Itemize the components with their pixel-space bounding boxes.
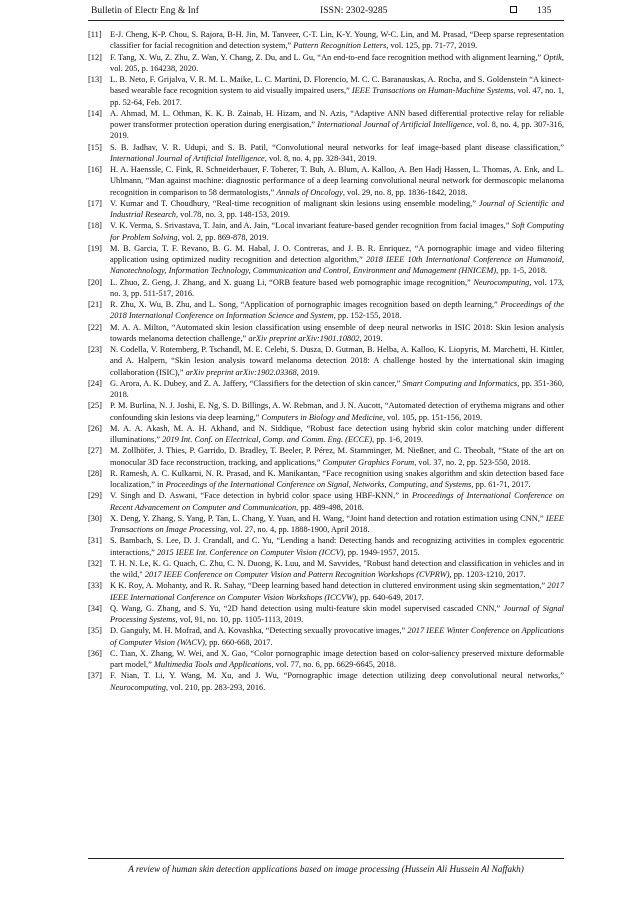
reference-details: , pp. 640-649, 2017.: [356, 592, 424, 602]
journal-name: Bulletin of Electr Eng & Inf: [91, 5, 199, 16]
reference-authors-title: F. Nian, T. Li, Y. Wang, M. Xu, and J. Wu, “Pornographic image detection utilizing deep convolutional neural networks,”: [110, 671, 564, 681]
issn: ISSN: 2302-9285: [320, 5, 388, 16]
reference-list: [88, 29, 564, 693]
reference-authors-title: N. Codella, V. Rotemberg, P. Tschandl, M. E. Celebi, S. Dusza, D. Gutman, B. Helba, A. Kalloo, K. Liopyris, M. Marchetti, H. Kittler, and A. Halpern, “Skin lesion analysis toward melanoma detection 2018: A challenge hosted by the international skin imaging collaboration (ISIC),”: [110, 345, 564, 377]
reference-details: , vol. 8, no. 4, pp. 307-316, 2019.: [110, 120, 564, 141]
reference-venue: IEEE Transactions on Image Processing: [110, 513, 564, 534]
reference-details: , vol. 37, no. 2, pp. 523-550, 2018.: [414, 457, 531, 467]
header-rule: [88, 20, 564, 21]
reference-details: , pp. 660-668, 2017.: [204, 637, 273, 647]
reference-details: , vol. 47, no. 1, pp. 52-64, Feb. 2017.: [110, 86, 564, 107]
reference-authors-title: M. A. A. Akash, M. A. H. Akhand, and N. Siddique, “Robust face detection using hybrid skin color matching under different illuminations,”: [110, 423, 564, 444]
reference-number: [35]: [88, 626, 102, 636]
reference-authors-title: V. K. Verma, S. Srivastava, T. Jain, and A. Jain, “Local invariant feature-based gender recognition from facial images,”: [110, 221, 512, 231]
reference-item: [88, 513, 564, 536]
reference-item: [88, 322, 564, 345]
reference-item: [88, 277, 564, 300]
reference-details: , pp. 61-71, 2017.: [471, 480, 531, 489]
reference-details: , pp. 489-498, 2018.: [296, 502, 364, 512]
reference-number: [20]: [88, 277, 102, 287]
reference-details: , 2019.: [296, 367, 320, 377]
reference-venue: arXiv preprint arXiv:1901.10802: [248, 333, 360, 343]
reference-authors-title: L. Zhuo, Z. Geng, J. Zhang, and X. guang Li, “ORB feature based web pornographic image recognition,”: [110, 277, 474, 287]
reference-authors-title: S. B. Jadhav, V. R. Udupi, and S. B. Patil, “Convolutional neural networks for leaf image-based plant disease classification,”: [110, 142, 564, 152]
reference-number: [26]: [88, 423, 102, 433]
reference-details: , pp. 1-5, 2018.: [496, 266, 548, 276]
reference-number: [17]: [88, 198, 102, 208]
reference-item: [88, 670, 564, 693]
reference-details: , vol. 29, no. 8, pp. 1836-1842, 2018.: [342, 187, 468, 197]
page-number: 135: [537, 5, 552, 16]
reference-authors-title: D. Ganguly, M. H. Mofrad, and A. Kovashka, “Detecting sexually provocative images,”: [110, 626, 408, 636]
reference-authors-title: V. Singh and D. Aswani, “Face detection in hybrid color space using HBF-KNN,” in: [110, 491, 412, 501]
reference-venue: Optik: [543, 52, 562, 62]
reference-authors-title: R. Zhu, X. Wu, B. Zhu, and L. Song, “Application of pornographic images recognition based on depth learning,”: [110, 300, 501, 309]
reference-item: [88, 74, 564, 108]
reference-venue: Neurocomputing: [473, 277, 530, 287]
reference-venue: Proceedings of the International Conference on Signal, Networks, Computing, and Systems: [165, 480, 472, 489]
reference-authors-title: T. H. N. Le, K. G. Quach, C. Zhu, C. N. Duong, K. Luu, and M. Savvides, "Robust hand detection and classification in vehicles and in the wild,": [110, 558, 564, 579]
reference-number: [32]: [88, 558, 102, 568]
reference-item: [88, 400, 564, 423]
reference-authors-title: G. Arora, A. K. Dubey, and Z. A. Jaffery, “Classifiers for the detection of skin cancer,”: [110, 378, 403, 388]
reference-authors-title: H. A. Haenssle, C. Fink, R. Schneiderbauer, F. Toberer, T. Buh, A. Blum, A. Kalloo, A. Ben Hadj Hassen, L. Thomas, A. Enk, and L. Uhlmann, “Man against machine: diagnostic performance of a deep learning convolutional neural network for dermoscopic melanoma recognition in comparison to 58 dermatologists,”: [110, 165, 564, 197]
footer-rule: [88, 858, 564, 859]
checkbox-glyph-icon: [510, 6, 517, 13]
reference-authors-title: M. A. A. Milton, “Automated skin lesion classification using ensemble of deep neural networks in ISIC 2018: Skin lesion analysis towards melanoma detection challenge,”: [110, 322, 564, 343]
reference-item: [88, 344, 564, 378]
reference-details: , 2019.: [359, 333, 383, 343]
reference-item: [88, 29, 564, 52]
reference-venue: Pattern Recognition Letters: [293, 41, 387, 51]
reference-number: [21]: [88, 300, 102, 309]
reference-number: [14]: [88, 108, 102, 118]
reference-item: [88, 625, 564, 648]
reference-venue: Neurocomputing: [110, 682, 166, 692]
reference-venue: Smart Computing and Informatics: [402, 378, 518, 388]
reference-details: , vol. 210, pp. 283-293, 2016.: [165, 682, 266, 692]
reference-item: [88, 423, 564, 446]
reference-authors-title: X. Deng, Y. Zhang, S. Yang, P. Tan, L. Chang, Y. Yuan, and H. Wang, “Joint hand detection and rotation estimation using CNN,”: [110, 513, 546, 523]
reference-venue: 2017 IEEE Conference on Computer Vision and Pattern Recognition Workshops (CVPRW): [144, 570, 450, 579]
reference-number: [31]: [88, 536, 102, 546]
reference-authors-title: R. Ramesh, A. C. Kulkarni, N. R. Prasad, and K. Manikantan, “Face recognition using snakes algorithm and skin detection based face localization,” in: [110, 468, 564, 489]
reference-authors-title: E-J. Cheng, K-P. Chou, S. Rajora, B-H. Jin, M. Tanveer, C-T. Lin, K-Y. Young, W-C. Lin, and M. Prasad, “Deep sparse representation classifier for facial recognition and detection system,”: [110, 30, 564, 51]
reference-number: [15]: [88, 142, 102, 152]
reference-venue: International Journal of Artificial Intelligence: [110, 153, 265, 163]
reference-item: [88, 445, 564, 468]
reference-details: , vol. 2, pp. 869-878, 2019.: [177, 232, 269, 242]
reference-venue: Journal of Scientific and Industrial Research: [110, 198, 564, 219]
reference-details: , vol. 125, pp. 71-77, 2019.: [386, 41, 478, 51]
reference-authors-title: V. Kumar and T. Choudhury, “Real-time recognition of malignant skin lesions using ensemble modeling,”: [110, 198, 479, 208]
reference-number: [30]: [88, 513, 102, 523]
reference-details: , vol. 105, pp. 151-156, 2019.: [382, 412, 483, 422]
reference-details: , vol. 77, no. 6, pp. 6629-6645, 2018.: [271, 660, 396, 669]
reference-authors-title: P. M. Burlina, N. J. Joshi, E. Ng, S. D. Billings, A. W. Rebman, and J. N. Aucott, “Automated detection of erythema migrans and other confounding skin lesions via deep learning,”: [110, 401, 564, 422]
running-header: [88, 3, 564, 18]
reference-venue: Soft Computing for Problem Solving: [110, 221, 564, 242]
reference-number: [33]: [88, 581, 102, 591]
reference-authors-title: M. Zollhöfer, J. Thies, P. Garrido, D. Bradley, T. Beeler, P. Pérez, M. Stamminger, M. Nießner, and C. Theobalt, “State of the art on monocular 3D face reconstruction, tracking, and applications,”: [110, 446, 564, 467]
reference-item: [88, 378, 564, 401]
reference-number: [25]: [88, 401, 102, 411]
reference-number: [34]: [88, 603, 102, 613]
reference-details: , pp. 351-360, 2018.: [110, 378, 564, 399]
reference-authors-title: C. Tian, X. Zhang, W. Wei, and X. Gao, “Color pornographic image detection based on color-saliency preserved mixture deformable part model,”: [110, 648, 564, 669]
reference-number: [22]: [88, 322, 102, 332]
running-footer: A review of human skin detection applications based on image processing (Hussein Ali Hussein Al Naffakh): [128, 864, 524, 874]
reference-item: [88, 198, 564, 221]
reference-number: [19]: [88, 243, 102, 253]
reference-item: [88, 108, 564, 142]
reference-item: [88, 648, 564, 671]
reference-details: , vol. 173, no. 3, pp. 511-517, 2016.: [110, 277, 564, 298]
reference-authors-title: K K. Roy, A. Mohanty, and R. R. Sahay, “Deep learning based hand detection in cluttered environment using skin segmentation,”: [110, 581, 548, 591]
reference-authors-title: M. B. Garcia, T. F. Revano, B. G. M. Habal, J. O. Contreras, and J. B. R. Enriquez, “A pornographic image and video filtering application using optimized nudity recognition and detection algorithm,”: [110, 243, 564, 264]
reference-item: [88, 52, 564, 75]
reference-venue: Computers in Biology and Medicine: [261, 412, 383, 422]
reference-details: , vol. 205, p. 164238, 2020.: [110, 52, 564, 73]
reference-venue: Multimedia Tools and Applications: [153, 660, 272, 669]
reference-venue: 2017 IEEE Winter Conference on Applications of Computer Vision (WACV): [110, 626, 565, 647]
reference-venue: Proceedings of International Conference on Recent Advancement on Computer and Communication: [110, 491, 565, 512]
reference-number: [12]: [88, 52, 102, 62]
reference-authors-title: F. Tang, X. Wu, Z. Zhu, Z. Wan, Y. Chang, Z. Du, and L. Gu, “An end-to-end face recognition method with alignment learning,”: [110, 52, 544, 62]
reference-number: [23]: [88, 345, 102, 354]
reference-number: [27]: [88, 446, 102, 456]
reference-details: , pp. 1949-1957, 2015.: [343, 547, 420, 557]
reference-number: [37]: [88, 671, 102, 681]
reference-item: [88, 142, 564, 165]
reference-details: , vol. 27, no. 4, pp. 1888-1900, April 2018.: [225, 525, 370, 534]
reference-item: [88, 580, 564, 603]
reference-item: [88, 468, 564, 491]
reference-number: [24]: [88, 378, 102, 388]
reference-venue: 2019 Int. Conf. on Electrical, Comp. and Comm. Eng. (ECCE): [162, 435, 373, 444]
reference-item: [88, 535, 564, 558]
reference-number: [28]: [88, 468, 102, 478]
reference-item: [88, 164, 564, 198]
reference-details: , pp. 152-155, 2018.: [333, 311, 402, 321]
reference-number: [16]: [88, 165, 102, 174]
reference-details: , vol, 91, no. 10, pp. 1105-1113, 2019.: [175, 615, 304, 624]
reference-venue: Proceedings of the 2018 International Conference on Information Science and System: [110, 300, 564, 321]
reference-item: [88, 299, 564, 322]
reference-venue: International Journal of Artificial Intelligence: [317, 120, 473, 129]
reference-authors-title: Q. Wang, G. Zhang, and S. Yu, “2D hand detection using multi-feature skin model supervised cascaded CNN,”: [110, 603, 504, 613]
reference-number: [11]: [88, 30, 102, 39]
reference-details: , pp. 1-6, 2019.: [372, 435, 424, 444]
reference-venue: Computer Graphics Forum: [322, 457, 415, 467]
reference-details: , vol. 8, no. 4, pp. 328-341, 2019.: [264, 153, 377, 163]
reference-number: [13]: [88, 75, 102, 84]
reference-item: [88, 603, 564, 626]
reference-authors-title: L. B. Neto, F. Grijalva, V. R. M. L. Maike, L. C. Martini, D. Florencio, M. C. C. Baranauskas, A. Rocha, and S. Goldenstein “A kinect-based wearable face recognition system to aid visually impaired users,”: [110, 75, 564, 96]
reference-authors-title: A. Ahmad, M. L. Othman, K. K. B. Zainab, H. Hizam, and N. Azis, “Adaptive ANN based differential protective relay for reliable power transformer protection operation during energisation,”: [110, 108, 564, 129]
reference-item: [88, 243, 564, 277]
reference-details: , vol.78, no. 3, pp. 148-153, 2019.: [175, 210, 290, 219]
reference-venue: 2015 IEEE Int. Conference on Computer Vision (ICCV): [156, 547, 344, 557]
reference-venue: 2018 IEEE 10th International Conference on Humanoid, Nanotechnology, Information Technology, Communication and Control, Environment and Management (HNICEM): [110, 255, 564, 276]
reference-venue: arXiv preprint arXiv:1902.03368: [185, 367, 297, 377]
reference-item: [88, 490, 564, 513]
reference-venue: 2017 IEEE International Conference on Computer Vision Workshops (ICCVW): [110, 581, 564, 602]
reference-venue: IEEE Transactions on Human-Machine Systems: [351, 86, 514, 96]
reference-venue: Annals of Oncology: [276, 187, 343, 197]
reference-number: [29]: [88, 491, 102, 501]
reference-authors-title: S. Bambach, S. Lee, D. J. Crandall, and C. Yu, “Lending a hand: Detecting hands and recognizing activities in complex egocentric interactions,”: [110, 536, 564, 557]
reference-number: [18]: [88, 221, 102, 231]
reference-item: [88, 220, 564, 243]
reference-venue: Journal of Signal Processing Systems: [110, 603, 564, 624]
reference-details: , pp. 1203-1210, 2017.: [449, 570, 526, 579]
reference-item: [88, 558, 564, 581]
reference-number: [36]: [88, 648, 102, 658]
